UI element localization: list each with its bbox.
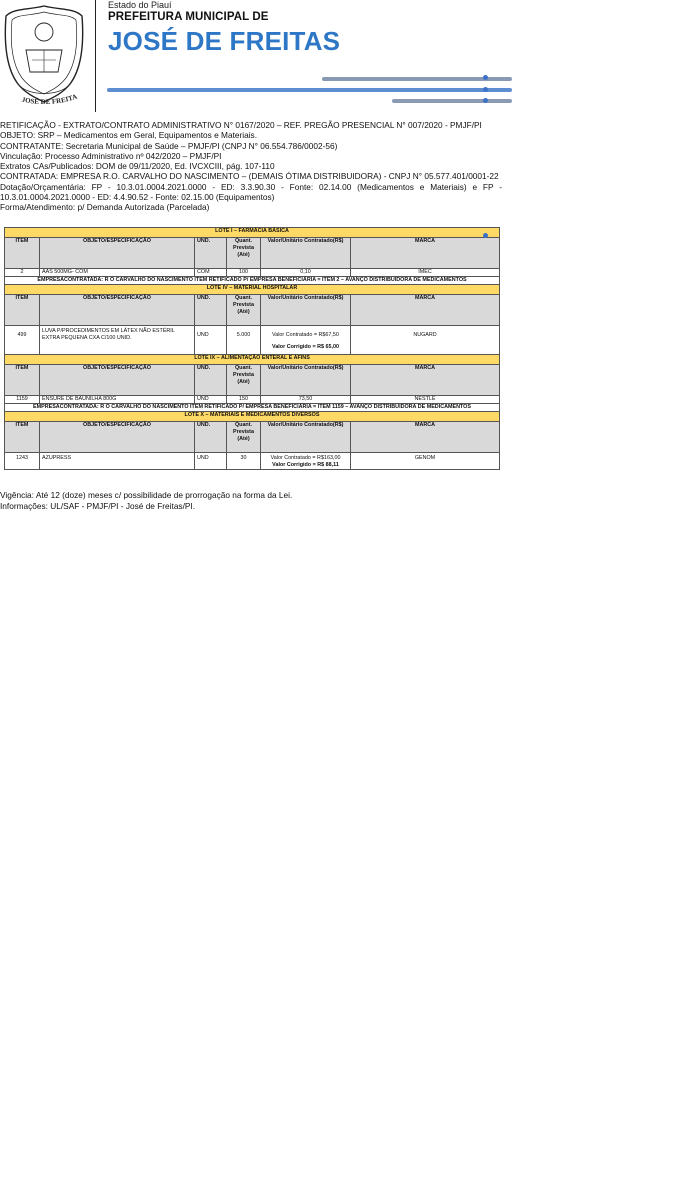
- forma-line: Forma/Atendimento: p/ Demanda Autorizada (Parcelada): [0, 202, 210, 213]
- seal-text: JOSÉ DE FREITA: [20, 92, 79, 107]
- table-row: 2 AAS 500MG- COM COM 100 0,10 IMEC: [5, 269, 500, 277]
- table-row: 1159 ENSURE DE BAUNILHA 800G UND 150 73,50 NESTLÉ: [5, 396, 500, 404]
- city-title: JOSÉ DE FREITAS: [108, 26, 341, 56]
- table-row: 499 LUVA P/PROCEDIMENTOS EM LÁTEX NÃO ESTÉRIL EXTRA PEQUENA CXA C/100 UNID. UND 5.000 Valor Contratado = R$67,50 Valor Corrigido = R$ 65,00 NUGARD: [5, 326, 500, 355]
- lote-header: LOTE I – FARMÁCIA BÁSICA: [5, 228, 500, 238]
- valor-contratado: Valor Contratado = R$67,50: [272, 332, 339, 338]
- vinculacao-line: Vinculação: Processo Administrativo nº 042/2020 – PMJF/PI: [0, 150, 222, 161]
- footer-text: [0, 490, 292, 512]
- page-header: [0, 0, 685, 112]
- vigencia-line: Vigência: Até 12 (doze) meses c/ possibilidade de prorrogação na forma da Lei.: [0, 490, 293, 500]
- extrato-text: [0, 120, 502, 213]
- empresa-row: EMPRESACONTRATADA: R O CARVALHO DO NASCIMENTO ITEM RETIFICADO P/ EMPRESA BENEFICIÁRIA = ITEM 2 – AVANÇO DISTRIBUIDORA DE MEDICAMENTOS: [5, 277, 500, 285]
- lote-header: LOTE X – MATERIAIS E MEDICAMENTOS DIVERSOS: [5, 412, 500, 422]
- contratante-line: CONTRATANTE: Secretaria Municipal de Saúde – PMJF/PI (CNPJ N° 06.554.786/0002-56): [0, 140, 338, 151]
- retificacao-line: RETIFICAÇÃO - EXTRATO/CONTRATO ADMINISTRATIVO N° 0167/2020 – REF. PREGÃO PRESENCIAL N° 007/2020 - PMJF/PI: [0, 120, 482, 130]
- state-label: Estado do Piauí: [108, 0, 172, 10]
- valor-corrigido: Valor Corrigido = R$ 65,00: [272, 344, 339, 350]
- decor-bar: [392, 99, 512, 103]
- dotacao-line: Dotação/Orçamentária: FP - 10.3.01.0004.2021.0000 - ED: 3.3.90.30 - Fonte: 02.14.00 (Medicamentos e Materiais) e FP - 10.3.01.0004.2021.0000 - ED: 4.4.90.52 - Fonte: 02.15.00 (Equipamentos): [0, 181, 502, 203]
- table-header-row: ITEM OBJETO/ESPECIFICAÇÃO UND. Quant. Prevista (Até) Valor/Unitário Contratado(R$) MARCA: [5, 295, 500, 326]
- items-table: [4, 227, 500, 470]
- contratada-line: CONTRATADA: EMPRESA R.O. CARVALHO DO NASCIMENTO – (DEMAIS ÓTIMA DISTRIBUIDORA) - CNPJ N° 05.577.401/0001-22: [0, 171, 499, 182]
- table-header-row: ITEM OBJETO/ESPECIFICAÇÃO UND. Quant. Prevista (Até) Valor/Unitário Contratado(R$) MARCA: [5, 422, 500, 453]
- valor-corrigido: Valor Corrigido = R$ 88,11: [272, 462, 339, 468]
- decor-dot: [483, 98, 488, 103]
- decor-dot: [483, 75, 488, 80]
- municipal-seal-icon: [0, 2, 88, 108]
- valor-contratado: Valor Contratado = R$163,00: [270, 455, 341, 461]
- decor-bar: [107, 88, 512, 92]
- objeto-line: OBJETO: SRP – Medicamentos em Geral, Equipamentos e Materiais.: [0, 130, 258, 141]
- header-divider: [95, 0, 96, 112]
- empresa-row: EMPRESACONTRATADA: R O CARVALHO DO NASCIMENTO ITEM RETIFICADO P/ EMPRESA BENEFICIÁRIA = ITEM 1159 – AVANÇO DISTRIBUIDORA DE MEDICAMENTOS: [5, 404, 500, 412]
- table-header-row: ITEM OBJETO/ESPECIFICAÇÃO UND. Quant. Prevista (Até) Valor/Unitário Contratado(R$) MARCA: [5, 238, 500, 269]
- table-header-row: ITEM OBJETO/ESPECIFICAÇÃO UND. Quant. Prevista (Até) Valor/Unitário Contratado(R$) MARCA: [5, 365, 500, 396]
- decor-dot: [483, 233, 488, 238]
- extratos-line: Extratos CAs/Publicados: DOM de 09/11/2020, Ed. IVCXCIII, pág. 107-110: [0, 161, 275, 172]
- decor-dot: [483, 87, 488, 92]
- lote-header: LOTE IV – MATERIAL HOSPITALAR: [5, 285, 500, 295]
- prefeitura-label: PREFEITURA MUNICIPAL DE: [108, 11, 269, 23]
- svg-text:JOSÉ DE FREITAS: [0, 2, 78, 106]
- table-row: 1243 AZUPRESS UND 30 Valor Contratado = R$163,00 Valor Corrigido = R$ 88,11 GENOM: [5, 453, 500, 470]
- lote-header: LOTE IX – ALIMENTAÇÃO ENTERAL E AFINS: [5, 355, 500, 365]
- informacoes-line: Informações: UL/SAF - PMJF/PI - José de Freitas/PI.: [0, 501, 196, 511]
